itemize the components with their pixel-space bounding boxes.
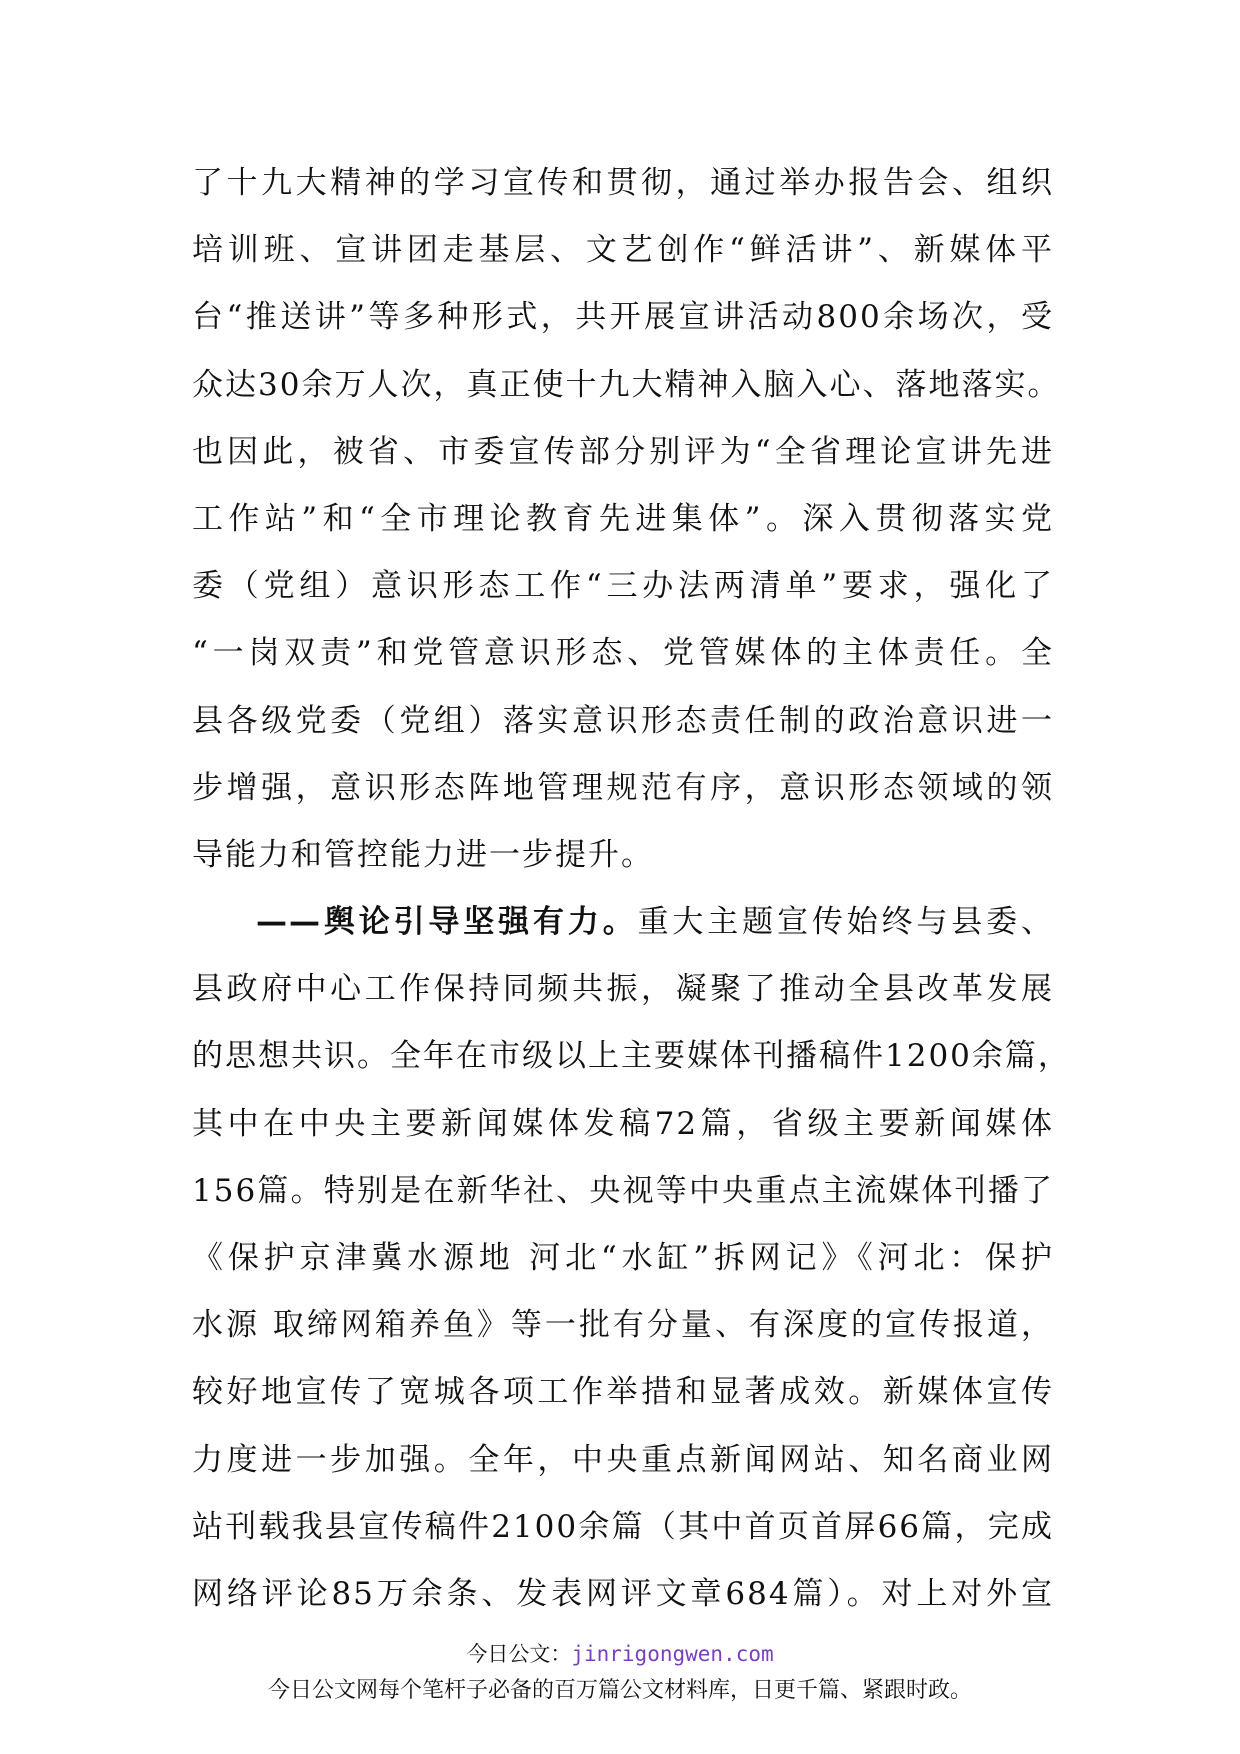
footer-slogan: 今日公文网每个笔杆子必备的百万篇公文材料库，日更千篇、紧跟时政。: [267, 1678, 972, 1703]
paragraph-public-opinion: [192, 889, 1071, 1628]
text-line: 台“推送讲”等多种形式，共开展宣讲活动800余场次，受: [192, 299, 1054, 336]
heading-line-text: 重大主题宣传始终与县委、: [637, 904, 1055, 941]
text-line: 《保护京津冀水源地 河北“水缸”拆网记》《河北：保护: [192, 1240, 1054, 1276]
text-line: 其中在中央主要新闻媒体发稿72篇，省级主要新闻媒体: [192, 1105, 1054, 1142]
text-line: 导能力和管控能力进一步提升。: [192, 836, 654, 873]
text-line: 也因此，被省、市委宣传部分别评为“全省理论宣讲先进: [192, 433, 1054, 470]
text-line: 网络评论85万余条、发表网评文章684篇）。对上对外宣: [192, 1575, 1054, 1612]
text-line: 水源 取缔网箱养鱼》等一批有分量、有深度的宣传报道，: [192, 1307, 1054, 1344]
section-heading: ——舆论引导坚强有力。: [256, 904, 638, 941]
text-line: 站刊载我县宣传稿件2100余篇（其中首页首屏66篇，完成: [192, 1508, 1054, 1545]
text-line: 的思想共识。全年在市级以上主要媒体刊播稿件1200余篇，: [192, 1038, 1071, 1075]
text-line: 县政府中心工作保持同频共振，凝聚了推动全县改革发展: [192, 971, 1054, 1008]
text-line: 委（党组）意识形态工作“三办法两清单”要求，强化了: [192, 568, 1054, 605]
footer-site-label: 今日公文：: [466, 1642, 572, 1666]
text-line: 县各级党委（党组）落实意识形态责任制的政治意识进一: [192, 702, 1054, 739]
text-line: 较好地宣传了宽城各项工作举措和显著成效。新媒体宣传: [192, 1374, 1054, 1411]
text-line: 工作站”和“全市理论教育先进集体”。深入贯彻落实党: [192, 500, 1054, 537]
footer-site-line: [0, 1640, 1240, 1668]
text-line: 培训班、宣讲团走基层、文艺创作“鲜活讲”、新媒体平: [192, 232, 1054, 269]
text-line: “一岗双责”和党管意识形态、党管媒体的主体责任。全: [192, 635, 1054, 672]
text-line: 156篇。特别是在新华社、央视等中央重点主流媒体刊播了: [192, 1172, 1054, 1209]
text-line: 了十九大精神的学习宣传和贯彻，通过举办报告会、组织: [192, 165, 1054, 201]
document-body: [192, 150, 1071, 1628]
text-line: 众达30余万人次，真正使十九大精神入脑入心、落地落实。: [192, 366, 1061, 403]
footer-site-url[interactable]: jinrigongwen.com: [571, 1642, 774, 1666]
text-line: 力度进一步加强。全年，中央重点新闻网站、知名商业网: [192, 1441, 1054, 1478]
text-line: 步增强，意识形态阵地管理规范有序，意识形态领域的领: [192, 769, 1054, 806]
paragraph-heading-line: [192, 889, 1054, 956]
paragraph-ideology-work: [192, 150, 1061, 889]
